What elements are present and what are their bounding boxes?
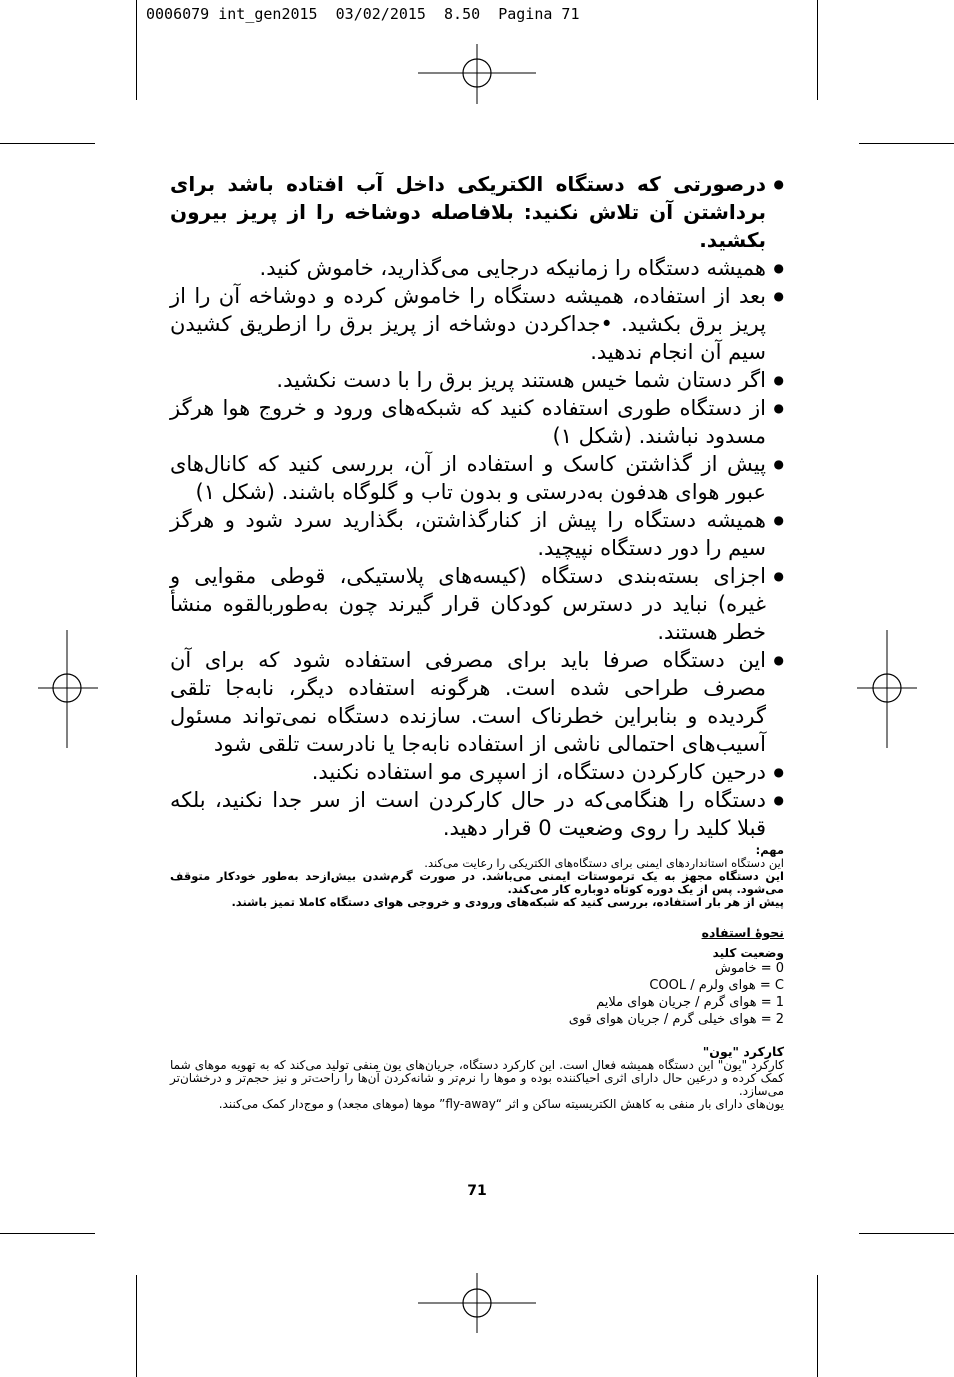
- registration-mark-top: [418, 44, 536, 104]
- safety-bullet: ● بعد از استفاده، همیشه دستگاه را خاموش کرده و دوشاخه آن را از پریز برق بکشید. •جداکردن دوشاخه از پریز برق را ازطریق کشیدن سیم آن انجام ندهید.: [170, 282, 784, 366]
- usage-title: نحوهٔ استفاده: [701, 925, 784, 940]
- important-line: پیش از هر بار استفاده، بررسی کنید که شبکه‌های ورودی و خروجی هوای دستگاه کاملا تمیز باشند.: [231, 895, 784, 909]
- crop-mark: [817, 0, 818, 100]
- safety-bullet: ● از دستگاه طوری استفاده کنید که شبکه‌های ورود و خروج هوا هرگز مسدود نباشند. (شکل ۱): [170, 394, 784, 450]
- important-notes: [170, 844, 784, 909]
- crop-mark: [859, 1233, 954, 1234]
- registration-mark-right: [857, 630, 917, 748]
- crop-mark: [859, 143, 954, 144]
- print-slug: 0006079 int_gen2015 03/02/2015 8.50 Pagina 71: [146, 5, 580, 23]
- safety-bullet-list: [170, 170, 784, 842]
- page-number: 71: [467, 1183, 487, 1199]
- registration-mark-left: [38, 630, 98, 748]
- crop-mark: [136, 1275, 137, 1377]
- safety-bullet: ● همیشه دستگاه را زمانیکه درجایی می‌گذارید، خاموش کنید.: [170, 254, 784, 282]
- switch-setting: 0 = خاموش: [715, 961, 784, 976]
- safety-bullet: ● درحین کارکردن دستگاه، از اسپری مو استفاده نکنید.: [170, 758, 784, 786]
- safety-bullet: ● این دستگاه صرفا باید برای مصرفی استفاده شود که برای آن مصرف طراحی شده است. هرگونه استفاده دیگر، نابه‌جا تلقی گردیده و بنابراین خطرناک است. سازنده دستگاه نمی‌تواند مسئول آسیب‌های احتمالی ناشی از استفاده نابه‌جا یا نادرست تلقی شود: [170, 646, 784, 758]
- registration-mark-bottom: [418, 1273, 536, 1333]
- safety-bullet: ● اگر دستان شما خیس هستند پریز برق را با دست نکشید.: [170, 366, 784, 394]
- safety-bullet: ● درصورتی که دستگاه الکتریکی داخل آب افتاده باشد برای برداشتن آن تلاش نکنید: بلافاصله دوشاخه را از پریز بیرون بکشید.: [170, 170, 784, 254]
- important-title: مهم:: [755, 843, 784, 857]
- important-line: این دستگاه مجهز به یک ترموستات ایمنی می‌باشد. در صورت گرم‌شدن بیش‌ازحد به‌طور خودکار متوقف می‌شود. پس از یک دوره کوتاه دوباره کار می‌کند.: [170, 869, 784, 896]
- crop-mark: [136, 0, 137, 100]
- safety-instructions: [170, 170, 784, 1111]
- safety-bullet: ● همیشه دستگاه را پیش از کنارگذاشتن، بگذارید سرد شود و هرگز سیم را دور دستگاه نپیچید.: [170, 506, 784, 562]
- ion-paragraph: یون‌های دارای بار منفی به کاهش الکتریسیته ساکن و اثر “fly-away” موها (موهای مجعد) و موج‌دار کمک می‌کنند.: [218, 1097, 784, 1111]
- crop-mark: [0, 143, 95, 144]
- safety-bullet: ● دستگاه را هنگامی‌که در حال کارکردن است از سر جدا نکنید، بلکه قبلا کلید را روی وضعیت 0 قرار دهید.: [170, 786, 784, 842]
- switch-setting: 2 = هوای خیلی گرم / جریان هوای قوی: [568, 1012, 784, 1027]
- switch-setting: 1 = هوای گرم / جریان هوای ملایم: [596, 995, 784, 1010]
- crop-mark: [0, 1233, 95, 1234]
- switch-position-title: وضعیت کلید: [712, 946, 784, 960]
- ion-function-title: کارکرد "یون": [702, 1044, 784, 1059]
- safety-bullet: ● اجزای بسته‌بندی دستگاه (کیسه‌های پلاستیکی، قوطی مقوایی و غیره) نباید در دسترس کودکان قرار گیرند چون به‌طوربالقوه منشأ خطر هستند.: [170, 562, 784, 646]
- switch-setting: C = هوای ولرم / COOL: [649, 978, 784, 993]
- ion-paragraph: کارکرد "یون" این دستگاه همیشه فعال است. این کارکرد دستگاه، جریان‌های یون منفی تولید می‌کند که به تهویه موهای شما کمک کرده و درعین حال دارای اثری احیاکننده بوده و موها را نرم‌تر و شانه‌کردن آن‌ها را راحت‌تر و نیز حجم‌تر و درخشان‌تر می‌سازد.: [170, 1058, 784, 1098]
- safety-bullet: ● پیش از گذاشتن کاسک و استفاده از آن، بررسی کنید که کانال‌های عبور هوای هدفون به‌درستی و بدون تاب و گلوگاه باشند. (شکل ۱): [170, 450, 784, 506]
- important-line: این دستگاه استانداردهای ایمنی برای دستگاه‌های الکتریکی را رعایت می‌کند.: [424, 856, 784, 870]
- crop-mark: [817, 1275, 818, 1377]
